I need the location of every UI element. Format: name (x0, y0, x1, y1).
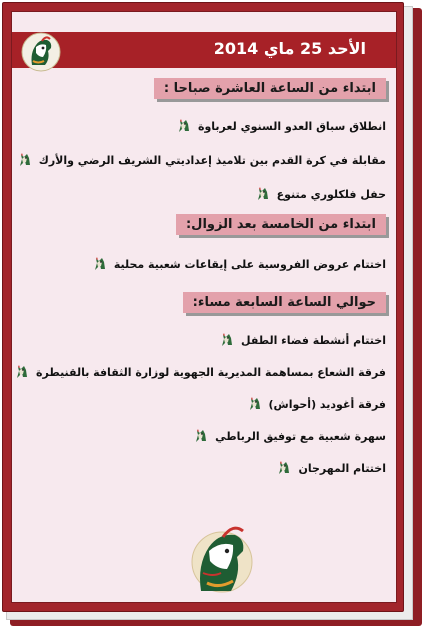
item-text: انطلاق سباق العدو السنوي لعرباوة (197, 119, 386, 133)
program-page (11, 11, 397, 603)
book-cover (2, 2, 422, 626)
horse-head-bullet-icon (92, 256, 108, 272)
book-front (2, 2, 404, 612)
item-text: مقابلة في كرة القدم بين تلاميذ إعداديتي الشريف الرضي والأرك (38, 153, 386, 167)
item-text: اختتام المهرجان (298, 461, 386, 475)
list-item (219, 332, 386, 348)
list-item (17, 152, 386, 168)
item-text: حفل فلكلوري متنوع (276, 187, 386, 201)
section-title-evening: حوالي الساعة السابعة مساء: (183, 292, 386, 313)
date-header (12, 32, 396, 68)
item-text: فرقة الشعاع بمساهمة المديرية الجهوية لوزارة الثقافة بالقنيطرة (36, 365, 386, 379)
list-item (247, 396, 387, 412)
item-text: فرقة أغوديد (أحواش) (268, 397, 386, 411)
horse-head-bullet-icon (247, 396, 263, 412)
horse-head-bullet-icon (219, 332, 235, 348)
list-item (14, 364, 386, 380)
horse-head-bullet-icon (255, 186, 271, 202)
list-item (255, 186, 386, 202)
list-item (193, 428, 386, 444)
horse-head-bullet-icon (17, 152, 33, 168)
horse-head-bullet-icon (276, 460, 292, 476)
festival-logo-icon (187, 517, 257, 599)
item-text: اختتام أنشطة فضاء الطفل (241, 333, 386, 347)
list-item (176, 118, 386, 134)
horse-head-bullet-icon (193, 428, 209, 444)
section-title-afternoon: ابتداء من الخامسة بعد الزوال: (176, 214, 386, 235)
horse-head-bullet-icon (176, 118, 192, 134)
item-text: سهرة شعبية مع توفيق الرباطي (215, 429, 386, 443)
item-text: اختتام عروض الفروسية على إيقاعات شعبية محلية (113, 257, 386, 271)
section-title-morning: ابتداء من الساعة العاشرة صباحا : (154, 78, 386, 99)
list-item (92, 256, 386, 272)
horse-head-bullet-icon (14, 364, 30, 380)
horse-emblem-icon (20, 31, 62, 73)
event-date: الأحد 25 ماي 2014 (213, 39, 366, 58)
list-item (276, 460, 386, 476)
